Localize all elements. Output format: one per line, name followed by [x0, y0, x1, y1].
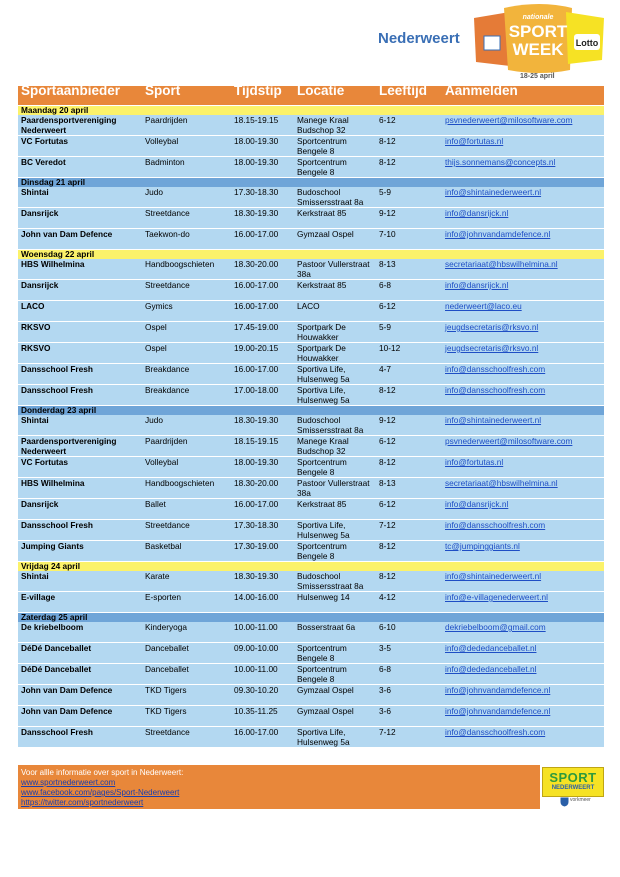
table-row: [18, 208, 604, 229]
provider-cell: De kriebelboom: [18, 622, 142, 643]
age-cell: 6-12: [376, 301, 442, 322]
table-header-row: [18, 86, 604, 106]
email-link[interactable]: psvnederweert@milosoftware.com: [442, 436, 604, 457]
sport-cell: Paardrijden: [142, 115, 231, 136]
day-header-row: [18, 106, 604, 116]
table-row: [18, 592, 604, 613]
sport-cell: Ospel: [142, 322, 231, 343]
provider-cell: John van Dam Defence: [18, 685, 142, 706]
email-link[interactable]: info@shintainederweert.nl: [442, 571, 604, 592]
provider-cell: Paardensportvereniging Nederweert: [18, 115, 142, 136]
day-label: Donderdag 23 april: [18, 406, 604, 416]
day-label: Vrijdag 24 april: [18, 562, 604, 572]
day-label: Maandag 20 april: [18, 106, 604, 116]
age-cell: 4-12: [376, 592, 442, 613]
sponsor-name: vorkmeer: [570, 797, 591, 803]
provider-cell: John van Dam Defence: [18, 706, 142, 727]
time-cell: 18.15-19.15: [231, 436, 294, 457]
email-link[interactable]: info@dededanceballet.nl: [442, 643, 604, 664]
col-header: Sportaanbieder: [18, 86, 142, 106]
table-row: [18, 322, 604, 343]
age-cell: 9-12: [376, 208, 442, 229]
table-row: [18, 115, 604, 136]
col-header: Locatie: [294, 86, 376, 106]
sport-cell: Streetdance: [142, 280, 231, 301]
time-cell: 16.00-17.00: [231, 727, 294, 748]
col-header: Aanmelden: [442, 86, 604, 106]
table-row: [18, 364, 604, 385]
time-cell: 18.15-19.15: [231, 115, 294, 136]
age-cell: 6-8: [376, 280, 442, 301]
provider-cell: Shintai: [18, 187, 142, 208]
day-header-row: [18, 250, 604, 260]
time-cell: 17.30-18.30: [231, 187, 294, 208]
day-label: Zaterdag 25 april: [18, 613, 604, 623]
table-row: [18, 478, 604, 499]
time-cell: 18.30-19.30: [231, 208, 294, 229]
time-cell: 10.00-11.00: [231, 622, 294, 643]
footer-title: Voor allle informatie over sport in Nederweert:: [21, 768, 184, 777]
location-cell: Sportcentrum Bengele 8: [294, 643, 376, 664]
table-row: [18, 343, 604, 364]
location-cell: Sportcentrum Bengele 8: [294, 664, 376, 685]
time-cell: 10.35-11.25: [231, 706, 294, 727]
table-row: [18, 727, 604, 748]
sport-cell: TKD Tigers: [142, 706, 231, 727]
age-cell: 3-6: [376, 685, 442, 706]
sport-cell: Handboogschieten: [142, 478, 231, 499]
provider-cell: Shintai: [18, 415, 142, 436]
provider-cell: DéDé Danceballet: [18, 664, 142, 685]
sport-cell: Streetdance: [142, 727, 231, 748]
age-cell: 9-12: [376, 415, 442, 436]
location-cell: Sportcentrum Bengele 8: [294, 541, 376, 562]
email-link[interactable]: info@johnvandamdefence.nl: [442, 685, 604, 706]
age-cell: 8-12: [376, 157, 442, 178]
age-cell: 3-5: [376, 643, 442, 664]
logo-sport: SPORT: [508, 22, 568, 41]
location-cell: Budoschool Smissersstraat 8a: [294, 187, 376, 208]
sport-cell: Danceballet: [142, 664, 231, 685]
page-header: [0, 0, 620, 86]
age-cell: 3-6: [376, 706, 442, 727]
location-cell: Hulsenweg 14: [294, 592, 376, 613]
age-cell: 10-12: [376, 343, 442, 364]
sport-cell: Streetdance: [142, 208, 231, 229]
provider-cell: RKSVO: [18, 322, 142, 343]
email-link[interactable]: jeugdsecretaris@rksvo.nl: [442, 343, 604, 364]
day-header-row: [18, 613, 604, 623]
table-row: [18, 571, 604, 592]
email-link[interactable]: info@e-villagenederweert.nl: [442, 592, 604, 613]
sport-cell: Judo: [142, 187, 231, 208]
location-cell: Gymzaal Ospel: [294, 685, 376, 706]
provider-cell: HBS Wilhelmina: [18, 478, 142, 499]
col-header: Sport: [142, 86, 231, 106]
time-cell: 09.30-10.20: [231, 685, 294, 706]
provider-cell: Dansschool Fresh: [18, 364, 142, 385]
location-cell: Sportiva Life, Hulsenweg 5a: [294, 385, 376, 406]
time-cell: 18.30-19.30: [231, 571, 294, 592]
email-link[interactable]: info@fortutas.nl: [442, 457, 604, 478]
email-link[interactable]: info@dansschoolfresh.com: [442, 385, 604, 406]
location-cell: LACO: [294, 301, 376, 322]
email-link[interactable]: secretariaat@hbswilhelmina.nl: [442, 259, 604, 280]
age-cell: 8-12: [376, 457, 442, 478]
sport-cell: Paardrijden: [142, 436, 231, 457]
age-cell: 8-12: [376, 541, 442, 562]
provider-cell: RKSVO: [18, 343, 142, 364]
day-header-row: [18, 406, 604, 416]
footer-link-twitter[interactable]: https://twitter.com/sportnederweert: [21, 798, 144, 807]
provider-cell: VC Fortutas: [18, 457, 142, 478]
age-cell: 8-13: [376, 259, 442, 280]
table-row: [18, 136, 604, 157]
location-cell: Kerkstraat 85: [294, 208, 376, 229]
age-cell: 6-10: [376, 622, 442, 643]
sport-cell: Gymics: [142, 301, 231, 322]
email-link[interactable]: nederweert@laco.eu: [442, 301, 604, 322]
table-row: [18, 520, 604, 541]
time-cell: 17.30-18.30: [231, 520, 294, 541]
email-link[interactable]: info@dansrijck.nl: [442, 208, 604, 229]
time-cell: 16.00-17.00: [231, 364, 294, 385]
sport-cell: Handboogschieten: [142, 259, 231, 280]
email-link[interactable]: jeugdsecretaris@rksvo.nl: [442, 322, 604, 343]
age-cell: 6-12: [376, 115, 442, 136]
email-link[interactable]: dekriebelboom@gmail.com: [442, 622, 604, 643]
sport-cell: Danceballet: [142, 643, 231, 664]
email-link[interactable]: info@shintainederweert.nl: [442, 187, 604, 208]
table-row: [18, 706, 604, 727]
location-cell: Budoschool Smissersstraat 8a: [294, 415, 376, 436]
age-cell: 6-12: [376, 499, 442, 520]
email-link[interactable]: info@dansschoolfresh.com: [442, 727, 604, 748]
age-cell: 8-12: [376, 136, 442, 157]
sponsor-shield-icon: [560, 797, 569, 807]
provider-cell: LACO: [18, 301, 142, 322]
time-cell: 19.00-20.15: [231, 343, 294, 364]
email-link[interactable]: psvnederweert@milosoftware.com: [442, 115, 604, 136]
table-row: [18, 385, 604, 406]
time-cell: 17.45-19.00: [231, 322, 294, 343]
time-cell: 18.30-20.00: [231, 259, 294, 280]
sport-cell: Kinderyoga: [142, 622, 231, 643]
sport-nederweert-logo: [540, 765, 604, 809]
provider-cell: Dansschool Fresh: [18, 727, 142, 748]
logo-dates: 18-25 april: [520, 73, 555, 80]
time-cell: 09.00-10.00: [231, 643, 294, 664]
provider-cell: Dansrijck: [18, 280, 142, 301]
sport-logo-place: NEDERWEERT: [551, 785, 595, 791]
col-header: Leeftijd: [376, 86, 442, 106]
location-cell: Bosserstraat 6a: [294, 622, 376, 643]
age-cell: 7-12: [376, 520, 442, 541]
location-cell: Gymzaal Ospel: [294, 706, 376, 727]
day-header-row: [18, 562, 604, 572]
sport-logo-word: SPORT: [549, 770, 597, 785]
sport-cell: Karate: [142, 571, 231, 592]
time-cell: 18.00-19.30: [231, 136, 294, 157]
email-link[interactable]: info@fortutas.nl: [442, 136, 604, 157]
location-cell: Kerkstraat 85: [294, 280, 376, 301]
sport-cell: Basketbal: [142, 541, 231, 562]
time-cell: 17.30-19.00: [231, 541, 294, 562]
provider-cell: Shintai: [18, 571, 142, 592]
time-cell: 18.30-20.00: [231, 478, 294, 499]
age-cell: 6-12: [376, 436, 442, 457]
table-row: [18, 187, 604, 208]
location-cell: Sportcentrum Bengele 8: [294, 157, 376, 178]
table-row: [18, 157, 604, 178]
email-link[interactable]: info@dededanceballet.nl: [442, 664, 604, 685]
age-cell: 7-12: [376, 727, 442, 748]
provider-cell: Dansschool Fresh: [18, 385, 142, 406]
table-row: [18, 541, 604, 562]
email-link[interactable]: tc@jumpinggiants.nl: [442, 541, 604, 562]
footer-link-website[interactable]: www.sportnederweert.com: [21, 778, 116, 787]
sport-cell: Streetdance: [142, 520, 231, 541]
location-cell: Gymzaal Ospel: [294, 229, 376, 250]
day-label: Dinsdag 21 april: [18, 178, 604, 188]
time-cell: 16.00-17.00: [231, 499, 294, 520]
provider-cell: Dansschool Fresh: [18, 520, 142, 541]
table-row: [18, 415, 604, 436]
sport-cell: E-sporten: [142, 592, 231, 613]
location-cell: Manege Kraal Budschop 32: [294, 115, 376, 136]
sport-cell: Judo: [142, 415, 231, 436]
table-row: [18, 259, 604, 280]
logo-lotto: Lotto: [575, 38, 599, 48]
table-row: [18, 457, 604, 478]
table-row: [18, 664, 604, 685]
provider-cell: E-village: [18, 592, 142, 613]
sport-cell: Breakdance: [142, 364, 231, 385]
day-label: Woensdag 22 april: [18, 250, 604, 260]
logo-nationale: nationale: [522, 14, 554, 21]
location-cell: Manege Kraal Budschop 32: [294, 436, 376, 457]
age-cell: 8-12: [376, 385, 442, 406]
age-cell: 7-10: [376, 229, 442, 250]
location-cell: Sportpark De Houwakker: [294, 343, 376, 364]
sport-cell: Breakdance: [142, 385, 231, 406]
email-link[interactable]: info@johnvandamdefence.nl: [442, 706, 604, 727]
sport-cell: Badminton: [142, 157, 231, 178]
provider-cell: Jumping Giants: [18, 541, 142, 562]
footer-link-facebook[interactable]: www.facebook.com/pages/Sport-Nederweert: [21, 788, 180, 797]
sport-cell: Volleybal: [142, 457, 231, 478]
email-link[interactable]: info@johnvandamdefence.nl: [442, 229, 604, 250]
time-cell: 10.00-11.00: [231, 664, 294, 685]
location-cell: Pastoor Vullerstraat 38a: [294, 478, 376, 499]
age-cell: 4-7: [376, 364, 442, 385]
age-cell: 5-9: [376, 187, 442, 208]
logo-week: WEEK: [512, 40, 564, 59]
provider-cell: BC Veredot: [18, 157, 142, 178]
email-link[interactable]: info@dansrijck.nl: [442, 499, 604, 520]
time-cell: 17.00-18.00: [231, 385, 294, 406]
table-row: [18, 436, 604, 457]
sport-cell: Taekwon-do: [142, 229, 231, 250]
table-row: [18, 499, 604, 520]
time-cell: 18.00-19.30: [231, 457, 294, 478]
provider-cell: John van Dam Defence: [18, 229, 142, 250]
time-cell: 18.00-19.30: [231, 157, 294, 178]
time-cell: 18.30-19.30: [231, 415, 294, 436]
email-link[interactable]: info@dansschoolfresh.com: [442, 364, 604, 385]
location-cell: Sportiva Life, Hulsenweg 5a: [294, 727, 376, 748]
location-cell: Sportcentrum Bengele 8: [294, 457, 376, 478]
table-row: [18, 685, 604, 706]
age-cell: 5-9: [376, 322, 442, 343]
email-link[interactable]: secretariaat@hbswilhelmina.nl: [442, 478, 604, 499]
location-cell: Sportcentrum Bengele 8: [294, 136, 376, 157]
provider-cell: Dansrijck: [18, 208, 142, 229]
time-cell: 14.00-16.00: [231, 592, 294, 613]
table-row: [18, 280, 604, 301]
table-row: [18, 622, 604, 643]
sport-cell: TKD Tigers: [142, 685, 231, 706]
provider-cell: Paardensportvereniging Nederweert: [18, 436, 142, 457]
email-link[interactable]: info@shintainederweert.nl: [442, 415, 604, 436]
location-cell: Sportpark De Houwakker: [294, 322, 376, 343]
age-cell: 6-8: [376, 664, 442, 685]
location-cell: Sportiva Life, Hulsenweg 5a: [294, 520, 376, 541]
provider-cell: DéDé Danceballet: [18, 643, 142, 664]
email-link[interactable]: thijs.sonnemans@concepts.nl: [442, 157, 604, 178]
time-cell: 16.00-17.00: [231, 301, 294, 322]
day-header-row: [18, 178, 604, 188]
sport-cell: Volleybal: [142, 136, 231, 157]
location-cell: Budoschool Smissersstraat 8a: [294, 571, 376, 592]
sport-logo-badge: [542, 767, 604, 797]
table-row: [18, 229, 604, 250]
location-cell: Kerkstraat 85: [294, 499, 376, 520]
email-link[interactable]: info@dansschoolfresh.com: [442, 520, 604, 541]
location-cell: Pastoor Vullerstraat 38a: [294, 259, 376, 280]
table-row: [18, 643, 604, 664]
col-header: Tijdstip: [231, 86, 294, 106]
age-cell: 8-12: [376, 571, 442, 592]
provider-cell: HBS Wilhelmina: [18, 259, 142, 280]
time-cell: 16.00-17.00: [231, 280, 294, 301]
time-cell: 16.00-17.00: [231, 229, 294, 250]
sport-cell: Ospel: [142, 343, 231, 364]
age-cell: 8-13: [376, 478, 442, 499]
schedule-table: [18, 86, 604, 748]
provider-cell: VC Fortutas: [18, 136, 142, 157]
schedule-body: [18, 106, 604, 748]
provider-cell: Dansrijck: [18, 499, 142, 520]
footer: [18, 765, 604, 809]
sport-cell: Ballet: [142, 499, 231, 520]
table-row: [18, 301, 604, 322]
location-cell: Sportiva Life, Hulsenweg 5a: [294, 364, 376, 385]
place-title: Nederweert: [378, 30, 460, 47]
email-link[interactable]: info@dansrijck.nl: [442, 280, 604, 301]
